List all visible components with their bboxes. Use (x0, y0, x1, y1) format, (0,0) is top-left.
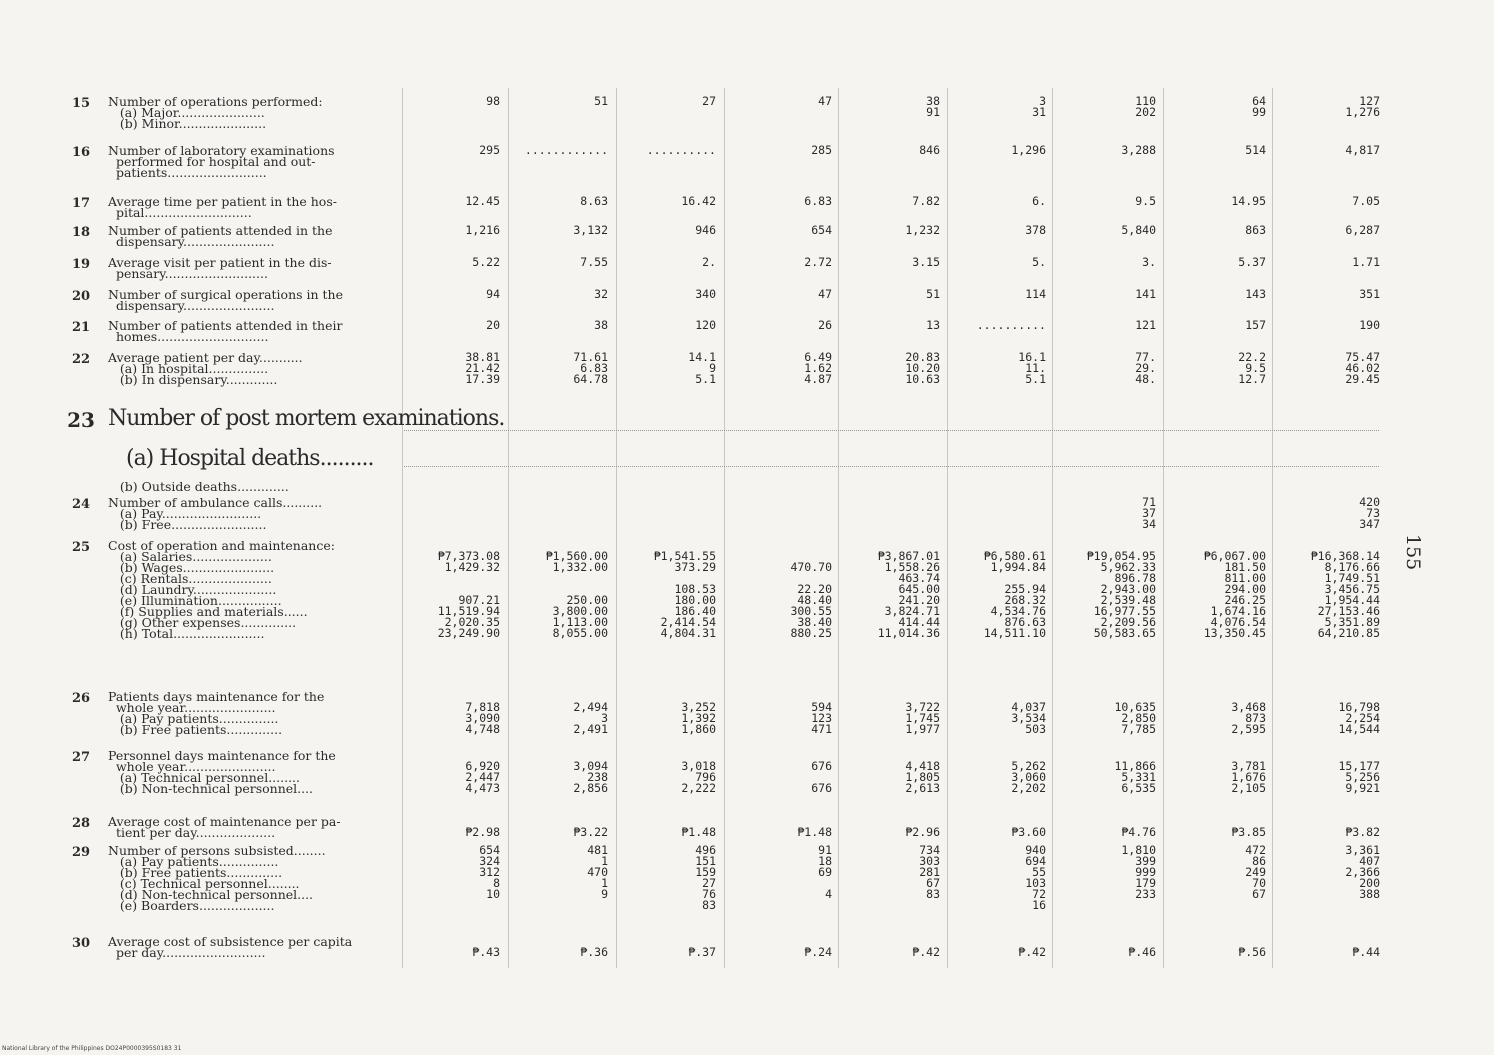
table-cell: ₱3.82 (1345, 825, 1380, 839)
table-cell: 71.61 6.83 64.78 (573, 350, 608, 386)
table-cell: 1,296 (1011, 143, 1046, 157)
table-cell: 120 (695, 318, 716, 332)
table-cell: 1.71 (1352, 255, 1380, 269)
row-label: Average cost of subsistence per capita per day.......................... (108, 934, 353, 960)
table-cell: 340 (695, 287, 716, 301)
row-label: Number of surgical operations in the dispensary....................... (108, 287, 344, 313)
table-cell: 1,232 (905, 223, 940, 237)
table-cell: 5.22 (472, 255, 500, 269)
table-cell: 20.83 10.20 10.63 (905, 350, 940, 386)
table-cell: 15,177 5,256 9,921 (1338, 759, 1380, 795)
row-number: 30 (71, 936, 91, 951)
table-cell: 8.63 (580, 194, 608, 208)
table-cell: ₱19,054.95 5,962.33 896.78 2,943.00 2,539.48 16,977.55 2,209.56 50,583.65 (1086, 549, 1156, 640)
table-cell: 2,494 3 2,491 (573, 700, 608, 736)
table-cell: 51 (926, 287, 940, 301)
row-label: Average visit per patient in the dis- pensary.......................... (108, 255, 332, 281)
table-cell: 141 (1135, 287, 1156, 301)
table-cell: 940 694 55 103 72 16 (1025, 843, 1046, 912)
table-cell: 77. 29. 48. (1135, 350, 1156, 386)
table-cell: 114 (1025, 287, 1046, 301)
table-cell: 6,920 2,447 4,473 (465, 759, 500, 795)
column-rule (1163, 88, 1164, 968)
row-label: Number of laboratory examinations performed for hospital and out- patients......................... (108, 143, 335, 180)
table-cell: ₱.37 (688, 945, 716, 959)
table-cell: 420 73 347 (1359, 495, 1380, 531)
table-cell: 38.81 21.42 17.39 (465, 350, 500, 386)
table-cell: 6,287 (1345, 223, 1380, 237)
table-cell: 27 (702, 94, 716, 108)
table-cell: 594 123 471 (811, 700, 832, 736)
table-cell: ₱3.85 (1231, 825, 1266, 839)
row-label: Number of patients attended in their homes............................ (108, 318, 343, 344)
table-cell: ₱3.60 (1011, 825, 1046, 839)
table-cell: 3 31 (1032, 94, 1046, 119)
table-cell: 654 324 312 8 10 (479, 843, 500, 901)
row-number: 25 (71, 540, 91, 555)
table-cell: 75.47 46.02 29.45 (1345, 350, 1380, 386)
dotted-leader (404, 466, 1379, 467)
table-cell: 7.55 (580, 255, 608, 269)
table-cell: ₱.36 (580, 945, 608, 959)
table-cell: ₱.24 (804, 945, 832, 959)
table-cell: 734 303 281 67 83 (919, 843, 940, 901)
row-number: 18 (71, 225, 91, 240)
table-cell: 98 (486, 94, 500, 108)
table-cell: 676 676 (811, 759, 832, 795)
table-cell: 16.1 11. 5.1 (1018, 350, 1046, 386)
table-cell: 22.2 9.5 12.7 (1238, 350, 1266, 386)
table-cell: 3. (1142, 255, 1156, 269)
table-cell: ₱1.48 (681, 825, 716, 839)
column-rule (1052, 88, 1053, 968)
table-cell: 51 (594, 94, 608, 108)
row-label: Number of post mortem examinations. (108, 406, 505, 431)
table-cell: ............ (524, 143, 608, 157)
table-cell: 1,810 399 999 179 233 (1121, 843, 1156, 901)
table-cell: 143 (1245, 287, 1266, 301)
table-cell: 4,037 3,534 503 (1011, 700, 1046, 736)
table-cell: ₱7,373.08 1,429.32 907.21 11,519.94 2,020.35 23,249.90 (437, 549, 500, 640)
table-cell: 2. (702, 255, 716, 269)
column-rule (838, 88, 839, 968)
table-cell: 38 (594, 318, 608, 332)
table-cell: 3.15 (912, 255, 940, 269)
table-cell: 2.72 (804, 255, 832, 269)
table-cell: 378 (1025, 223, 1046, 237)
table-cell: 3,361 407 2,366 200 388 (1345, 843, 1380, 901)
row-label: (a) Hospital deaths......... (108, 446, 374, 471)
table-cell: 3,468 873 2,595 (1231, 700, 1266, 736)
row-label: Number of operations performed: (a) Major...................... (b) Minor...................... (108, 94, 323, 131)
table-cell: 295 (479, 143, 500, 157)
table-cell: 3,132 (573, 223, 608, 237)
table-cell: ₱3,867.01 1,558.26 463.74 645.00 241.20 3,824.71 414.44 11,014.36 (877, 549, 940, 640)
row-label: Patients days maintenance for the whole year....................... (a) Pay patients............... (b) Free patients.............. (108, 689, 325, 737)
table-cell: 6. (1032, 194, 1046, 208)
row-number: 21 (71, 320, 91, 335)
table-cell: 4,817 (1345, 143, 1380, 157)
row-number: 29 (71, 845, 91, 860)
table-cell: 14.95 (1231, 194, 1266, 208)
row-number: 27 (71, 750, 91, 765)
table-cell: .......... (976, 318, 1046, 332)
dotted-leader (404, 430, 1379, 431)
table-cell: ₱3.22 (573, 825, 608, 839)
table-cell: 3,288 (1121, 143, 1156, 157)
table-cell: 7.05 (1352, 194, 1380, 208)
table-cell: 5. (1032, 255, 1046, 269)
table-cell: 351 (1359, 287, 1380, 301)
table-cell: 7.82 (912, 194, 940, 208)
table-cell: ₱2.98 (465, 825, 500, 839)
table-cell: 13 (926, 318, 940, 332)
row-label: Cost of operation and maintenance: (a) Salaries.................... (b) Wages....................... (c) Rentals..................... (d) Laundry..................... (e) Illumination................ (f) Supplies and materials...... (g) Other expenses.............. (h) Total....................... (108, 538, 335, 641)
table-cell: 3,781 1,676 2,105 (1231, 759, 1266, 795)
row-number: 16 (71, 145, 91, 160)
table-cell: 496 151 159 27 76 83 (695, 843, 716, 912)
table-cell: ₱1,560.00 1,332.00 250.00 3,800.00 1,113.00 8,055.00 (545, 549, 608, 640)
table-cell: 5,262 3,060 2,202 (1011, 759, 1046, 795)
row-label: Average time per patient in the hos- pital........................... (108, 194, 337, 220)
table-cell: ₱16,368.14 8,176.66 1,749.51 3,456.75 1,954.44 27,153.46 5,351.89 64,210.85 (1310, 549, 1380, 640)
table-cell: ₱1.48 (797, 825, 832, 839)
row-number: 20 (71, 289, 91, 304)
table-cell: 3,018 796 2,222 (681, 759, 716, 795)
footer-credit: National Library of the Philippines DO24P0000395S0183 31 (2, 1045, 182, 1052)
table-cell: 7,818 3,090 4,748 (465, 700, 500, 736)
row-number: 24 (71, 497, 91, 512)
table-cell: 20 (486, 318, 500, 332)
table-cell: 64 99 (1252, 94, 1266, 119)
table-cell: 11,866 5,331 6,535 (1114, 759, 1156, 795)
table-cell: ₱6,580.61 1,994.84 255.94 268.32 4,534.76 876.63 14,511.10 (983, 549, 1046, 640)
table-cell: 3,722 1,745 1,977 (905, 700, 940, 736)
row-number: 17 (71, 196, 91, 211)
row-label: Average cost of maintenance per pa- tient per day.................... (108, 814, 341, 840)
table-cell: 47 (818, 94, 832, 108)
table-cell: 71 37 34 (1142, 495, 1156, 531)
table-cell: ₱.56 (1238, 945, 1266, 959)
table-cell: 32 (594, 287, 608, 301)
table-cell: .......... (646, 143, 716, 157)
table-cell: 470.70 22.20 48.40 300.55 38.40 880.25 (790, 560, 832, 640)
table-cell: 1,216 (465, 223, 500, 237)
table-cell: ₱.46 (1128, 945, 1156, 959)
table-cell: ₱.44 (1352, 945, 1380, 959)
table-cell: 12.45 (465, 194, 500, 208)
row-label: Average patient per day........... (a) In hospital............... (b) In dispensary............. (108, 350, 303, 387)
table-cell: 946 (695, 223, 716, 237)
table-cell: 5,840 (1121, 223, 1156, 237)
row-label: Number of patients attended in the dispensary....................... (108, 223, 333, 249)
table-cell: 47 (818, 287, 832, 301)
table-cell: 863 (1245, 223, 1266, 237)
row-label: (b) Outside deaths............. (108, 479, 289, 494)
table-cell: 157 (1245, 318, 1266, 332)
table-cell: 481 1 470 1 9 (587, 843, 608, 901)
table-cell: 16,798 2,254 14,544 (1338, 700, 1380, 736)
table-cell: 514 (1245, 143, 1266, 157)
row-label: Number of persons subsisted........ (a) Pay patients............... (b) Free patients.............. (c) Technical personnel........ (d) Non-technical personnel.... (e) Boarders................... (108, 843, 326, 913)
table-cell: 16.42 (681, 194, 716, 208)
table-cell: ₱.42 (912, 945, 940, 959)
row-number: 28 (71, 816, 91, 831)
table-cell: 110 202 (1135, 94, 1156, 119)
table-cell: 5.37 (1238, 255, 1266, 269)
table-cell: 94 (486, 287, 500, 301)
table-cell: 285 (811, 143, 832, 157)
row-number: 19 (71, 257, 91, 272)
table-cell: ₱.42 (1018, 945, 1046, 959)
table-cell: 4,418 1,805 2,613 (905, 759, 940, 795)
row-label: Number of ambulance calls.......... (a) Pay......................... (b) Free........................ (108, 495, 323, 532)
table-cell: 190 (1359, 318, 1380, 332)
table-cell: 9.5 (1135, 194, 1156, 208)
table-cell: 38 91 (926, 94, 940, 119)
row-number: 26 (71, 691, 91, 706)
table-cell: 91 18 69 4 (818, 843, 832, 901)
table-cell: ₱4.76 (1121, 825, 1156, 839)
table-cell: 127 1,276 (1345, 94, 1380, 119)
table-cell: 26 (818, 318, 832, 332)
table-cell: 472 86 249 70 67 (1245, 843, 1266, 901)
table-cell: 6.49 1.62 4.87 (804, 350, 832, 386)
page-number: 155 (1402, 534, 1424, 571)
table-cell: ₱2.96 (905, 825, 940, 839)
table-cell: ₱6,067.00 181.50 811.00 294.00 246.25 1,674.16 4,076.54 13,350.45 (1203, 549, 1266, 640)
column-rule (724, 88, 725, 968)
table-cell: 121 (1135, 318, 1156, 332)
table-cell: 846 (919, 143, 940, 157)
row-number: 23 (67, 408, 95, 432)
row-label: Personnel days maintenance for the whole year....................... (a) Technical personnel........ (b) Non-technical personnel.... (108, 748, 336, 796)
table-cell: 14.1 9 5.1 (688, 350, 716, 386)
table-cell: 6.83 (804, 194, 832, 208)
table-cell: ₱1,541.55 373.29 108.53 180.00 186.40 2,414.54 4,804.31 (653, 549, 716, 640)
table-cell: 10,635 2,850 7,785 (1114, 700, 1156, 736)
table-cell: 3,094 238 2,856 (573, 759, 608, 795)
table-cell: 654 (811, 223, 832, 237)
table-cell: ₱.43 (472, 945, 500, 959)
table-cell: 3,252 1,392 1,860 (681, 700, 716, 736)
column-rule (1272, 88, 1273, 968)
row-number: 22 (71, 352, 91, 367)
row-number: 15 (71, 96, 91, 111)
